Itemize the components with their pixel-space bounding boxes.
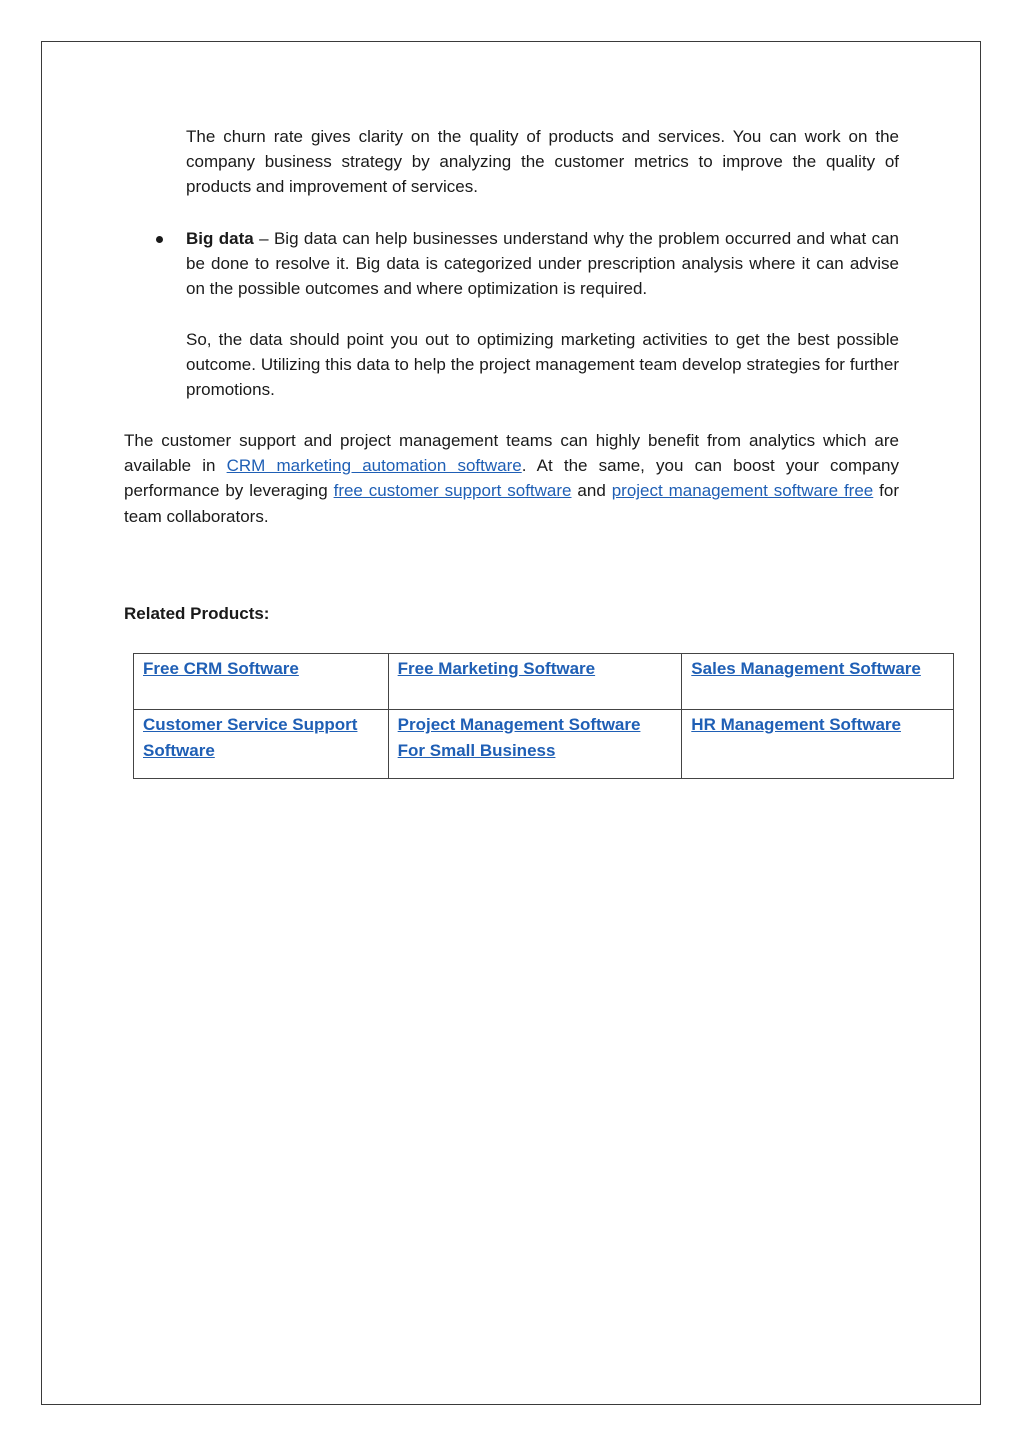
free-customer-support-link[interactable]: free customer support software [333, 481, 572, 501]
free-marketing-software-link[interactable]: Free Marketing Software [397, 659, 596, 678]
table-row [134, 710, 954, 779]
project-management-free-link[interactable]: project management software free [611, 481, 874, 501]
big-data-text [186, 226, 899, 302]
related-products-heading: Related Products: [124, 604, 270, 623]
customer-service-support-software-link[interactable]: Customer Service Support Software [143, 715, 358, 760]
optimization-paragraph: So, the data should point you out to optimizing marketing activities to get the best possible outcome. Utilizing this data to help the project management team develop strategies for further promotions. [186, 330, 899, 400]
table-cell [388, 654, 682, 710]
analytics-paragraph [124, 428, 899, 529]
crm-marketing-automation-link[interactable]: CRM marketing automation software [226, 456, 522, 476]
table-row [134, 654, 954, 710]
bullet-icon [156, 236, 163, 243]
free-crm-software-link[interactable]: Free CRM Software [143, 659, 299, 678]
project-management-software-link[interactable]: Project Management Software For Small Business [397, 715, 641, 760]
table-cell [682, 654, 954, 710]
sales-management-software-link[interactable]: Sales Management Software [691, 659, 921, 678]
churn-rate-paragraph: The churn rate gives clarity on the quality of products and services. You can work on the company business strategy by analyzing the customer metrics to improve the quality of products and improvement of services. [186, 127, 899, 197]
related-products-table [133, 653, 954, 779]
table-cell [388, 710, 682, 779]
analytics-text-3: and [571, 481, 612, 501]
hr-management-software-link[interactable]: HR Management Software [691, 715, 901, 734]
table-cell [134, 654, 389, 710]
table-cell [682, 710, 954, 779]
big-data-description: – Big data can help businesses understand why the problem occurred and what can be done to resolve it. Big data is categorized under prescription analysis where it can advise on the possible outcomes and where optimization is required. [186, 229, 900, 299]
analytics-text-4: for team collaborators. [124, 481, 900, 526]
big-data-term: Big data [186, 229, 254, 248]
analytics-text-1: The customer support and project management teams can highly benefit from analytics which are available in [124, 431, 899, 476]
analytics-text-2: . At the same, you can boost your company performance by leveraging [124, 456, 900, 501]
table-cell [134, 710, 389, 779]
big-data-bullet [152, 226, 899, 302]
